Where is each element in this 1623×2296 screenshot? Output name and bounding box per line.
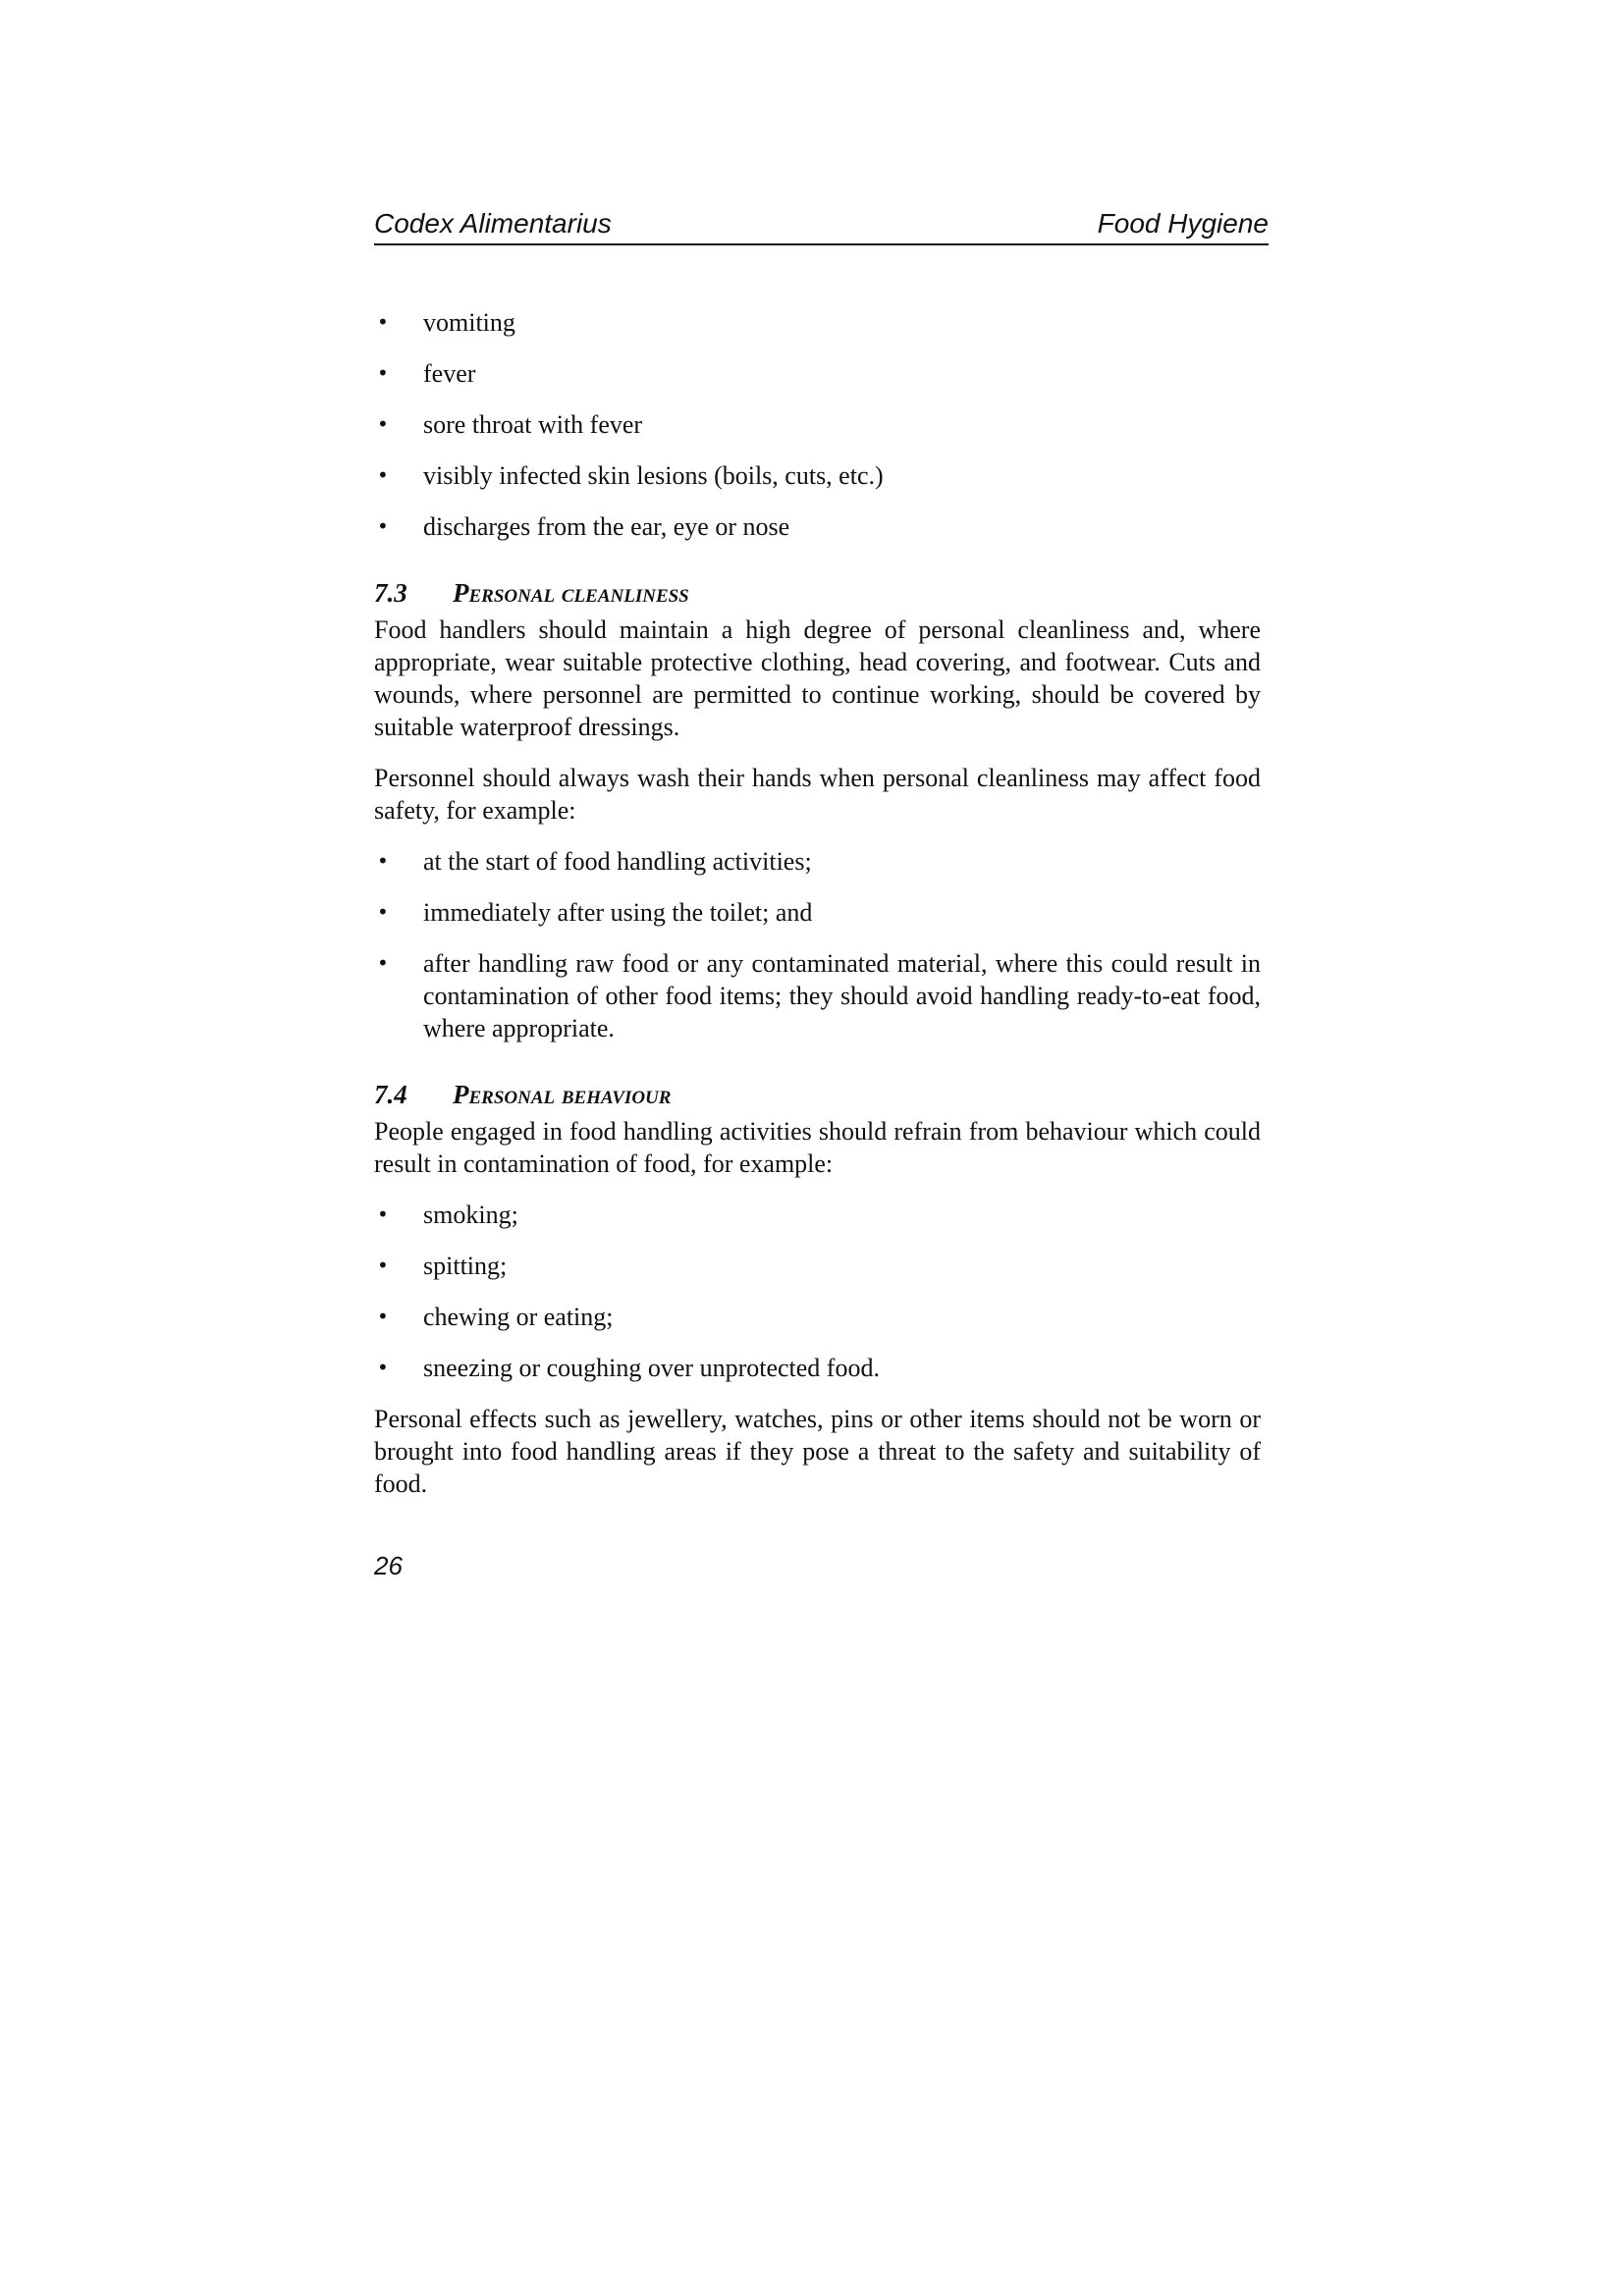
list-item: • sore throat with fever: [377, 410, 643, 439]
paragraph: Personnel should always wash their hands when personal cleanliness may affect food safety, for example:: [374, 764, 1261, 825]
bullet-icon: •: [377, 1202, 389, 1226]
list-item: • spitting;: [377, 1252, 508, 1280]
document-page: [374, 0, 1269, 2296]
section-number: 7.3: [374, 578, 407, 608]
section-title: Personal cleanliness: [453, 578, 689, 608]
list-item: • vomiting: [377, 308, 515, 337]
section-heading-7-3: [374, 576, 1261, 610]
bullet-icon: •: [377, 1254, 389, 1277]
body-text: [374, 306, 1261, 1519]
bullet-icon: •: [377, 1356, 389, 1379]
handwashing-list: [374, 845, 1261, 1044]
header-publication-title: Codex Alimentarius: [374, 208, 612, 239]
list-item: • smoking;: [377, 1201, 518, 1229]
bullet-icon: •: [377, 310, 389, 334]
bullet-icon: •: [377, 951, 389, 975]
page-number: 26: [374, 1551, 403, 1580]
section-title: Personal behaviour: [453, 1080, 672, 1109]
paragraph: Food handlers should maintain a high degree of personal cleanliness and, where appropriate, wear suitable protective clothing, head covering, and footwear. Cuts and wounds, where personnel are permitted to continue working, should be covered by suitable waterproof dressings.: [374, 615, 1261, 741]
behaviour-list: [374, 1199, 1261, 1384]
list-item: • discharges from the ear, eye or nose: [377, 512, 790, 541]
symptom-list: [374, 306, 1261, 543]
list-item: • chewing or eating;: [377, 1303, 614, 1331]
bullet-icon: •: [377, 514, 389, 538]
bullet-icon: •: [377, 463, 389, 487]
list-item: • at the start of food handling activities;: [377, 847, 812, 876]
bullet-icon: •: [377, 361, 389, 385]
bullet-icon: •: [377, 849, 389, 873]
list-item: • after handling raw food or any contaminated material, where this could result in contamination of other food items; they should avoid handling ready-to-eat food, where appropriate.: [377, 949, 1261, 1042]
section-number: 7.4: [374, 1080, 407, 1109]
list-item: • sneezing or coughing over unprotected food.: [377, 1354, 880, 1382]
bullet-icon: •: [377, 412, 389, 436]
running-header: [374, 204, 1269, 245]
list-item: • fever: [377, 359, 476, 388]
list-item: • visibly infected skin lesions (boils, cuts, etc.): [377, 461, 884, 490]
bullet-icon: •: [377, 1305, 389, 1328]
list-item: • immediately after using the toilet; and: [377, 898, 813, 927]
header-chapter-title: Food Hygiene: [1097, 208, 1269, 239]
paragraph: People engaged in food handling activities should refrain from behaviour which could result in contamination of food, for example:: [374, 1117, 1261, 1178]
section-heading-7-4: [374, 1078, 1261, 1111]
bullet-icon: •: [377, 900, 389, 924]
paragraph: Personal effects such as jewellery, watches, pins or other items should not be worn or brought into food handling areas if they pose a threat to the safety and suitability of food.: [374, 1405, 1261, 1498]
